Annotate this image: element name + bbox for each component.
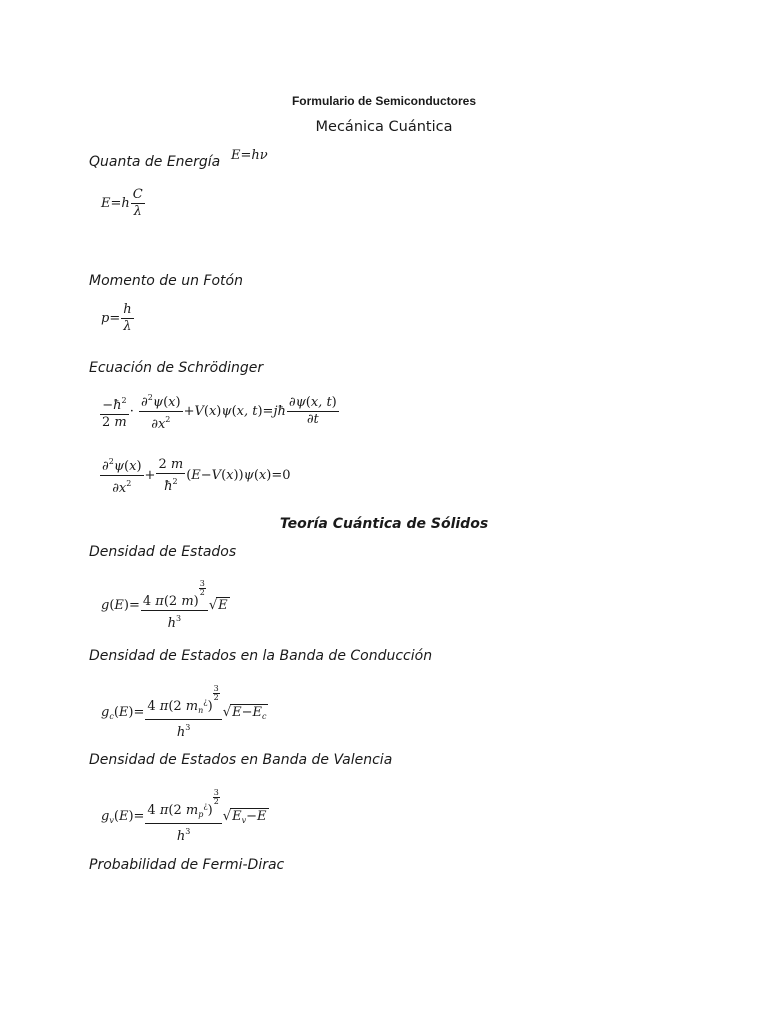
formula-energy-hv: E=hν bbox=[231, 148, 268, 163]
section-title-quantum-mechanics: Mecánica Cuántica bbox=[315, 119, 453, 135]
formula-density-conduction-band: $g_c(E)=$ 4 π(2 $m_n^¿$) $\frac{3}{2}$ $h^3$ $√E-E_c$ bbox=[101, 684, 267, 740]
formula-energy-hc-lambda: E=h $\frac{C}{\lambda}$ bbox=[101, 187, 143, 219]
formula-density-valence-band: $g_v(E)=$ 4 π(2 $m_p^¿$) $\frac{3}{2}$ $h^3$ $√E_v-E$ bbox=[101, 788, 267, 844]
label-fermi-dirac: Probabilidad de Fermi-Dirac bbox=[89, 857, 285, 873]
label-density-of-states: Densidad de Estados bbox=[89, 544, 237, 560]
label-density-conduction-band: Densidad de Estados en la Banda de Conducción bbox=[89, 648, 433, 664]
section-title-solid-state: Teoría Cuántica de Sólidos bbox=[279, 516, 489, 532]
label-photon-momentum: Momento de un Fotón bbox=[89, 273, 243, 289]
formula-schrodinger-time-dependent: $\frac{-ħ^2}{2 m}$ · $\frac{\partial^2\psi(x)}{\partial x^2}$ +V(x)ψ(x, t)=jħ $\frac{\partial\psi(x, t)}{\partial t}$ bbox=[102, 393, 337, 432]
formula-photon-momentum: p= $\frac{h}{\lambda}$ bbox=[101, 302, 132, 334]
formula-density-of-states: g(E)= 4 π(2 m) $\frac{3}{2}$ $h^3$ √E bbox=[101, 579, 228, 631]
label-density-valence-band: Densidad de Estados en Banda de Valencia bbox=[89, 752, 393, 768]
label-energy-quanta: Quanta de Energía bbox=[89, 154, 221, 170]
document-title: Formulario de Semiconductores bbox=[291, 94, 477, 108]
formula-schrodinger-time-independent: $\frac{\partial^2\psi(x)}{\partial x^2}$ + $\frac{2 m}{ħ^2}$ (E−V(x))ψ(x)=0 bbox=[102, 456, 291, 496]
label-schrodinger-equation: Ecuación de Schrödinger bbox=[89, 360, 264, 376]
